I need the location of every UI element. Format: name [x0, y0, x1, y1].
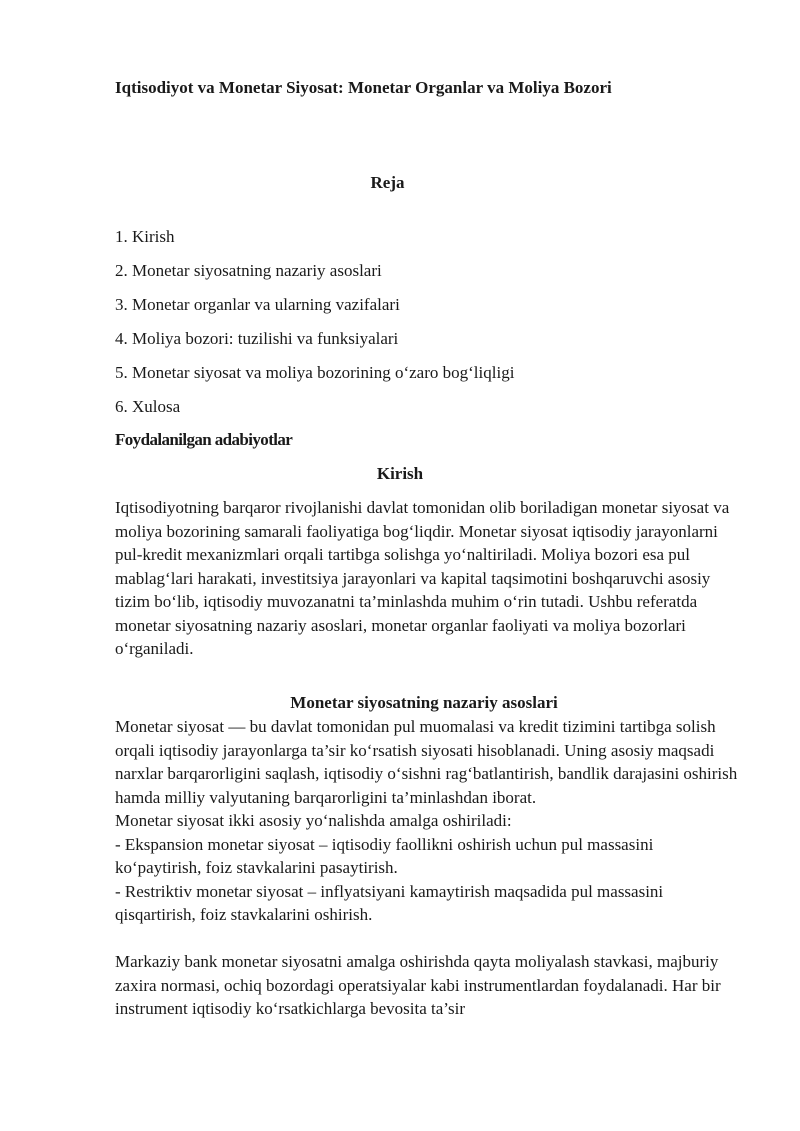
theory-paragraph-definition: Monetar siyosat — bu davlat tomonidan pul muomalasi va kredit tizimini tartibga solish orqali iqtisodiy jarayonlarga ta’sir ko‘rsatish siyosati hisoblanadi. Uning asosiy maqsadi narxlar barqarorligini saqlash, iqtisodiy o‘sishni rag‘batlantirish, bandlik darajasini oshirish hamda milliy valyutaning barqarorligini ta’minlashdan iborat.: [115, 717, 738, 807]
plan-list: [115, 227, 514, 431]
theory-paragraph-directions: Monetar siyosat ikki asosiy yo‘nalishda amalga oshiriladi:: [115, 811, 512, 830]
theory-heading: Monetar siyosatning nazariy asoslari: [290, 693, 558, 712]
references-heading: Foydalanilgan adabiyotlar: [115, 430, 293, 449]
introduction-heading: Kirish: [376, 464, 424, 483]
paragraph-spacer: [115, 927, 740, 951]
theory-bullet-restrictive: - Restriktiv monetar siyosat – inflyatsiyani kamaytirish maqsadida pul massasini qisqartirish, foiz stavkalarini oshirish.: [115, 881, 664, 924]
plan-item-financial-market: 4. Moliya bozori: tuzilishi va funksiyalari: [115, 329, 399, 348]
plan-item-monetary-authorities: 3. Monetar organlar va ularning vazifalari: [115, 295, 400, 314]
plan-item-theory: 2. Monetar siyosatning nazariy asoslari: [115, 261, 382, 280]
theory-section: [115, 715, 740, 1021]
plan-item-interrelation: 5. Monetar siyosat va moliya bozorining o‘zaro bog‘liqligi: [115, 363, 515, 382]
plan-heading: Reja: [370, 173, 405, 192]
document-title: Iqtisodiyot va Monetar Siyosat: Monetar Organlar va Moliya Bozori: [115, 78, 612, 97]
introduction-paragraph: Iqtisodiyotning barqaror rivojlanishi davlat tomonidan olib boriladigan monetar siyosat va moliya bozorining samarali faoliyatiga bog‘liqdir. Monetar siyosat iqtisodiy jarayonlarni pul-kredit mexanizmlari orqali tartibga solishga yo‘naltiriladi. Moliya bozori esa pul mablag‘lari harakati, investitsiya jarayonlari va kapital taqsimotini boshqaruvchi asosiy tizim bo‘lib, iqtisodiy muvozanatni ta’minlashda muhim o‘rin tutadi. Ushbu referatda monetar siyosatning nazariy asoslari, monetar organlar faoliyati va moliya bozorlari o‘rganiladi.: [115, 498, 730, 658]
plan-item-conclusion: 6. Xulosa: [115, 397, 181, 416]
theory-paragraph-instruments: Markaziy bank monetar siyosatni amalga oshirishda qayta moliyalash stavkasi, majburiy zaxira normasi, ochiq bozordagi operatsiyalar kabi instrumentlardan foydalanadi. Har bir instrument iqtisodiy ko‘rsatkichlarga bevosita ta’sir: [115, 952, 721, 1018]
plan-item-introduction: 1. Kirish: [115, 227, 175, 246]
introduction-section: [115, 496, 740, 661]
theory-bullet-expansionary: - Ekspansion monetar siyosat – iqtisodiy faollikni oshirish uchun pul massasini ko‘paytirish, foiz stavkalarini pasaytirish.: [115, 834, 654, 877]
